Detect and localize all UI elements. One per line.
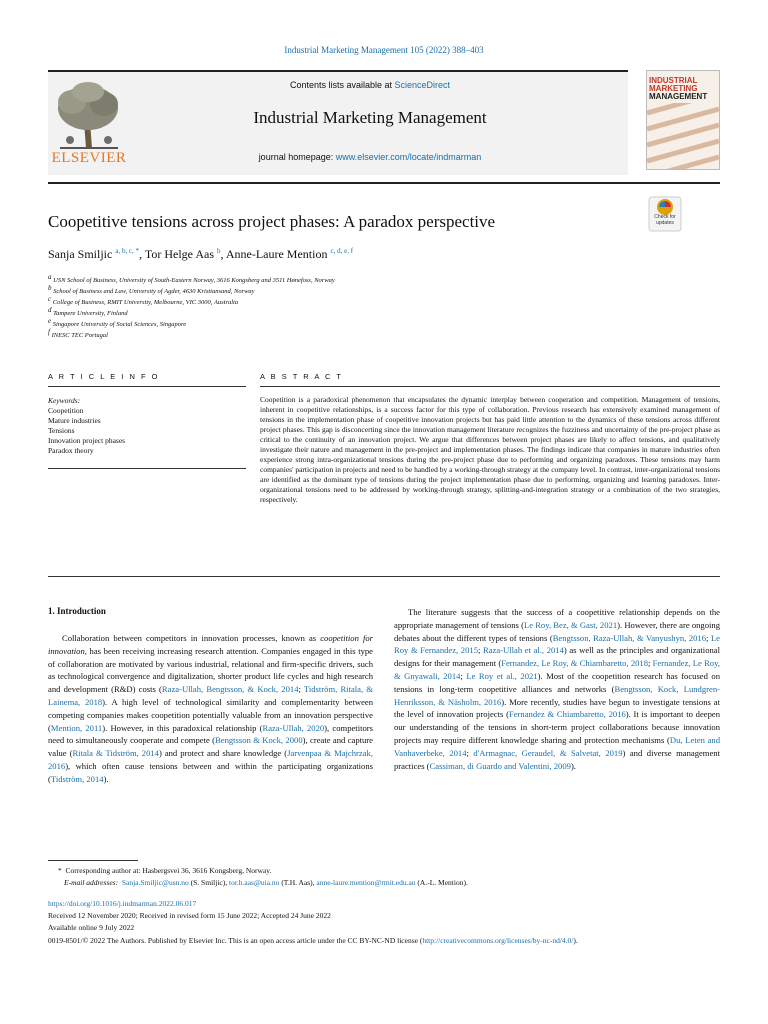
paragraph-text: ). A high level of technological similarity and complementarity between competing companies makes coopetition potentially valuable from an innovation perspective ( <box>48 696 373 733</box>
available-online: Available online 9 July 2022 <box>48 923 135 932</box>
paragraph-text: ; <box>460 670 467 681</box>
paragraph-text: ). However, there are ongoing debates about the different types of tensions ( <box>394 619 720 643</box>
paragraph-text: Collaboration between competitors in innovation processes, known as <box>62 633 321 643</box>
citation-link[interactable]: Bengtsson & Kock, 2000 <box>215 735 303 746</box>
citation-link[interactable]: Du, Leten and Vanhaverbeke, 2014 <box>394 734 720 758</box>
citation-link[interactable]: Cassiman, di Guardo and Valentini, 2009 <box>429 760 571 771</box>
email-owner: (T.H. Aas), <box>279 878 317 887</box>
citation-link[interactable]: Tidström, Ritala, & Lainema, 2018 <box>48 684 373 707</box>
doi-link[interactable]: https://doi.org/10.1016/j.indmarman.2022.06.017 <box>48 899 197 908</box>
paragraph-text: ; <box>466 747 474 758</box>
asterisk-mark: * <box>58 866 66 875</box>
author-name[interactable]: Anne-Laure Mention <box>225 247 328 261</box>
check-for-updates-label: Check for updates <box>654 214 676 226</box>
paragraph-text: ) as well as the principles and organizational designs for their management ( <box>394 645 720 669</box>
paragraph-text: ). <box>570 760 576 771</box>
affiliation-mark: e <box>48 317 52 325</box>
article-info-rule <box>48 386 246 387</box>
abstract-heading: A B S T R A C T <box>260 372 343 381</box>
paragraph-text: ) and diverse management practices ( <box>394 747 720 771</box>
author-list: Sanja Smiljic $^{a, b, c, *}$, Tor Helge Aas $^b$, Anne-Laure Mention $^{c, d, e, f}$ <box>48 247 354 261</box>
corresponding-author-text: Corresponding author at: Hasbergsvei 36, 3616 Kongsberg, Norway. <box>65 866 272 875</box>
citation-link[interactable]: Bengtsson, Kock, Lundgren-Henriksson, & Näsholm, 2016 <box>394 683 720 707</box>
author-name[interactable]: Tor Helge Aas <box>144 247 214 261</box>
paragraph-text: ; <box>706 632 711 643</box>
keywords-label: Keywords: <box>48 396 81 405</box>
journal-title: Industrial Marketing Management <box>253 108 487 127</box>
affiliation-mark: c <box>48 295 52 303</box>
email-label: E-mail addresses: <box>64 878 119 887</box>
license-note <box>48 935 720 946</box>
journal-reference[interactable]: Industrial Marketing Management 105 (2022) 388–403 <box>284 45 484 55</box>
citation-link[interactable]: Ritala & Tidström, 2014 <box>72 748 159 759</box>
citation-link[interactable]: Raza-Ullah et al., 2014 <box>483 645 564 656</box>
abstract-rule <box>260 386 720 387</box>
abstract-bottom-rule <box>48 576 720 577</box>
author-affil-marks: b <box>217 247 221 255</box>
citation-link[interactable]: Bengtsson, Raza-Ullah, & Vanyushyn, 2016 <box>552 632 707 643</box>
paragraph-text: ; <box>478 645 484 656</box>
affiliation-text: INESC TEC Portugal <box>51 332 108 340</box>
affiliation-mark: b <box>48 284 52 292</box>
license-end: ). <box>573 936 578 945</box>
body-paragraph <box>394 606 720 772</box>
affiliation-mark: a <box>48 273 52 281</box>
affiliation-mark: f <box>48 328 50 336</box>
citation-link[interactable]: Tidström, 2014 <box>50 773 104 784</box>
sciencedirect-link[interactable]: ScienceDirect <box>394 80 451 90</box>
homepage-link[interactable]: www.elsevier.com/locate/indmarman <box>335 152 482 162</box>
citation-link[interactable]: Le Roy & Fernandez, 2015 <box>394 632 721 656</box>
paragraph-text: ). However, in this paradoxical relationship ( <box>102 722 263 733</box>
citation-link[interactable]: Le Roy, Bez, & Gast, 2021 <box>523 619 618 630</box>
keywords-rule <box>48 468 246 469</box>
homepage-prefix: journal homepage: <box>258 152 336 162</box>
cover-line-1: INDUSTRIAL <box>649 76 698 85</box>
journal-cover-thumbnail <box>646 70 720 170</box>
journal-homepage-line <box>130 152 610 162</box>
contents-prefix: Contents lists available at <box>289 80 395 90</box>
citation-link[interactable]: Fernandez, Le Roy, & Chiambaretto, 2018 <box>501 658 649 669</box>
cover-line-3: MANAGEMENT <box>649 92 708 101</box>
affiliation <box>48 284 648 295</box>
article-info-heading: A R T I C L E I N F O <box>48 372 160 381</box>
affiliation-text: School of Business and Law, University of Agder, 4630 Kristiansand, Norway <box>53 288 255 296</box>
author-affil-marks: c, d, e, f <box>330 247 354 255</box>
received-dates: Received 12 November 2020; Received in revised form 15 June 2022; Accepted 24 June 2022 <box>48 911 331 920</box>
paragraph-text: ). It is important to deepen our understanding of the tensions in short-term project collaborations because innovation projects may require different knowledge sharing and protection mechanisms ( <box>394 709 720 745</box>
body-paragraph <box>48 632 373 786</box>
contents-line <box>130 80 610 90</box>
keyword: Coopetition <box>48 406 84 415</box>
citation-link[interactable]: d'Armagnac, Geraudel, & Salvetat, 2019 <box>473 747 623 758</box>
affiliation-text: USN School of Business, University of South-Eastern Norway, 3616 Kongsberg and 3511 Hønefoss, Norway <box>53 277 335 285</box>
affiliation-text: College of Business, RMIT University, Melbourne, VIC 3000, Australia <box>52 299 239 307</box>
email-addresses <box>48 877 744 888</box>
citation-link[interactable]: Fernandez & Chiambaretto, 2016 <box>508 709 626 720</box>
left-column <box>48 632 373 786</box>
affiliation-mark: d <box>48 306 52 314</box>
keyword: Mature industries <box>48 416 101 425</box>
affiliation-text: Tampere University, Finland <box>53 310 128 318</box>
email-link[interactable]: Sanja.Smiljic@usn.no <box>121 878 189 887</box>
cover-pattern <box>647 103 719 169</box>
paragraph-text: ), which often cause tensions between and within the participating organizations ( <box>48 760 373 784</box>
email-owner: (S. Smiljic), <box>188 878 229 887</box>
email-owner: (A.-L. Mention). <box>415 878 468 887</box>
citation-link[interactable]: Le Roy et al., 2021 <box>466 670 538 681</box>
paragraph-text: ). Most of the coopetition research has focused on tensions in long-term coopetitive alliances and networks ( <box>394 670 720 694</box>
keyword: Innovation project phases <box>48 436 126 445</box>
citation-link[interactable]: Raza-Ullah, 2020 <box>262 722 325 733</box>
paragraph-text: ; <box>298 684 304 695</box>
citation-link[interactable]: Mention, 2011 <box>50 722 103 733</box>
corresponding-note <box>48 865 738 876</box>
keyword: Tensions <box>48 426 75 435</box>
paragraph-text: The literature suggests that the success of a coopetitive relationship depends on the appropriate management of tensions ( <box>394 607 720 630</box>
author-affil-marks: a, b, c, * <box>115 247 140 255</box>
affiliation-text: Singapore University of Social Sciences, Singapore <box>52 321 187 329</box>
article-title: Coopetitive tensions across project phases: A paradox perspective <box>48 212 496 231</box>
right-column <box>394 606 720 772</box>
keyword: Paradox theory <box>48 446 94 455</box>
citation-link[interactable]: Raza-Ullah, Bengtsson, & Kock, 2014 <box>161 684 299 695</box>
affiliation <box>48 306 648 317</box>
paragraph-text: ), competitors need to simultaneously cooperate and compete ( <box>48 722 373 746</box>
elsevier-wordmark: ELSEVIER <box>51 150 127 166</box>
citation-link[interactable]: Jarvenpaa & Majchrzak, 2016 <box>48 748 373 771</box>
introduction-heading: 1. Introduction <box>48 606 106 616</box>
paragraph-text: ) and protect and share knowledge ( <box>158 748 288 759</box>
header-rule <box>48 182 720 184</box>
affiliation <box>48 295 648 306</box>
paragraph-text: ). <box>103 773 109 784</box>
emphasized-text: coopetition for innovation <box>48 633 373 656</box>
paragraph-text: ). More recently, studies have begun to investigate tensions at the level of innovation projects ( <box>394 696 721 720</box>
affiliation <box>48 328 648 339</box>
license-link[interactable]: http://creativecommons.org/licenses/by-nc-nd/4.0/ <box>422 936 574 945</box>
paragraph-text: ), create and capture value ( <box>48 735 373 759</box>
paragraph-text: ; <box>648 658 653 669</box>
email-link[interactable]: tor.h.aas@uia.no <box>228 878 280 887</box>
author-name[interactable]: Sanja Smiljic <box>48 247 113 261</box>
affiliation <box>48 273 648 284</box>
abstract-text: Coopetition is a paradoxical phenomenon that encapsulates the dynamic interplay between cooperation and competition. Management of tensions, inherent in coopetitive relationships, is a success factor for this type of collaboration. Previous research has extensively examined management of tensions in the implementation phase of coopetitive innovation projects but has paid little attention to the dynamics of these tensions across different project phases. This gap is disconcerting since the innovation management literature recognizes the fuzziness and uncertainty of the pre-project phase as critical to the continuity of an innovation project. We argue that differences between project phases are likely to affect tensions, and qualitatively investigate their nature and management in the pre-project and implementation phases. The findings indicate that companies in mature industries often experience strong intra-organizational tensions during the pre-project phase due to performing and organizing paradoxes. These tensions may harm companies' participation in projects and need to be handled by a working-through strategy at the company level. In contrast, inter-organizational tensions are identified as the dominant type of tensions during the project implementation phase due to performing, organizing and learning paradoxes. Inter-organizational tensions need to be addressed by working-through strategy, splitting-and-integration strategy or a combination of the two strategies, respectively. <box>260 395 720 504</box>
license-text: 0019-8501/© 2022 The Authors. Published by Elsevier Inc. This is an open access article under the CC BY-NC-ND license ( <box>48 936 423 945</box>
citation-link[interactable]: Fernandez, Le Roy, & Gnyawali, 2014 <box>394 658 720 681</box>
email-link[interactable]: anne-laure.mention@rmit.edu.au <box>316 878 416 887</box>
paragraph-text: , has been receiving increasing research attention. Companies engaged in this type of collaboration are motivated by various industrial, relational and firm-specific drivers, such as technological convergence and digitalization, shorter product life cycles and high research and development (R&D) costs ( <box>48 645 373 695</box>
cover-line-2: MARKETING <box>649 84 698 93</box>
footnote-rule <box>48 860 138 861</box>
affiliation <box>48 317 648 328</box>
